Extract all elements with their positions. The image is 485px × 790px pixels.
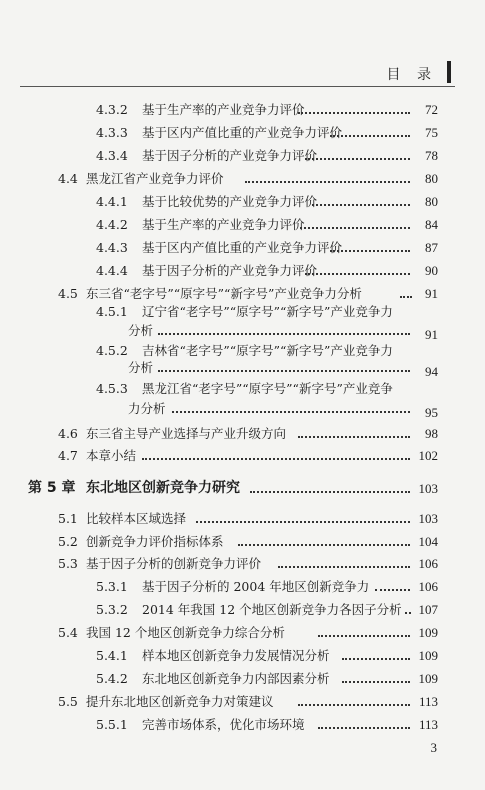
section-title: 基于比较优势的产业竞争力评价 bbox=[142, 194, 318, 209]
section-title: 东北地区创新竞争力内部因素分析 bbox=[142, 671, 330, 686]
page-number: 87 bbox=[425, 240, 438, 255]
section-title: 黑龙江省“老字号”“原字号”“新字号”产业竞争 bbox=[142, 381, 393, 396]
section-title: 创新竞争力评价指标体系 bbox=[86, 534, 224, 549]
dot-leader bbox=[330, 134, 410, 137]
section-title: 我国 12 个地区创新竞争力综合分析 bbox=[86, 625, 285, 640]
dot-leader bbox=[298, 111, 410, 114]
dot-leader bbox=[196, 520, 410, 523]
page-number: 78 bbox=[425, 148, 438, 163]
section-number: 4.5.2 bbox=[96, 343, 128, 358]
section-title-continued: 力分析 bbox=[128, 401, 166, 416]
section-title: 基于生产率的产业竞争力评价 bbox=[142, 102, 305, 117]
page-number: 80 bbox=[425, 171, 438, 186]
section-title: 基于区内产值比重的产业竞争力评价 bbox=[142, 240, 343, 255]
section-title: 本章小结 bbox=[86, 448, 137, 463]
dot-leader bbox=[300, 226, 410, 229]
dot-leader bbox=[405, 611, 411, 614]
section-number: 5.4.1 bbox=[96, 648, 128, 663]
section-title: 基于因子分析的产业竞争力评价 bbox=[142, 148, 318, 163]
dot-leader bbox=[318, 634, 410, 637]
dot-leader bbox=[158, 332, 410, 335]
section-number: 5.4.2 bbox=[96, 671, 128, 686]
section-title: 完善市场体系，优化市场环境 bbox=[142, 717, 305, 732]
dot-leader bbox=[172, 410, 410, 413]
section-title: 基于生产率的产业竞争力评价 bbox=[142, 217, 305, 232]
page-number: 75 bbox=[425, 125, 438, 140]
dot-leader bbox=[342, 680, 410, 683]
page-number: 72 bbox=[425, 102, 438, 117]
section-number: 5.3.1 bbox=[96, 579, 128, 594]
dot-leader bbox=[238, 543, 410, 546]
page-number: 94 bbox=[425, 364, 438, 379]
section-title: 辽宁省“老字号”“原字号”“新字号”产业竞争力 bbox=[142, 304, 393, 319]
section-title: 基于区内产值比重的产业竞争力评价 bbox=[142, 125, 343, 140]
page-number: 91 bbox=[425, 327, 438, 342]
dot-leader bbox=[298, 435, 410, 438]
header-marker bbox=[447, 61, 451, 83]
dot-leader bbox=[312, 203, 410, 206]
dot-leader bbox=[158, 369, 410, 372]
dot-leader bbox=[305, 272, 410, 275]
dot-leader bbox=[142, 457, 410, 460]
section-number: 5.2 bbox=[58, 534, 78, 549]
section-title: 东三省“老字号”“原字号”“新字号”产业竞争力分析 bbox=[86, 286, 362, 301]
page-number: 107 bbox=[418, 602, 438, 617]
section-title: 东三省主导产业选择与产业升级方向 bbox=[86, 426, 287, 441]
chapter-title: 东北地区创新竞争力研究 bbox=[86, 480, 240, 496]
page-number: 95 bbox=[425, 405, 438, 420]
section-title-continued: 分析 bbox=[128, 323, 154, 338]
page-number: 104 bbox=[418, 534, 438, 549]
section-number: 4.3.2 bbox=[96, 102, 128, 117]
header-rule bbox=[20, 86, 455, 87]
section-number: 5.3.2 bbox=[96, 602, 128, 617]
section-number: 5.5.1 bbox=[96, 717, 128, 732]
dot-leader bbox=[330, 249, 410, 252]
section-number: 5.5 bbox=[58, 694, 78, 709]
page-number: 103 bbox=[418, 481, 438, 496]
page-number: 103 bbox=[418, 511, 438, 526]
section-number: 4.4.3 bbox=[96, 240, 128, 255]
page-number: 80 bbox=[425, 194, 438, 209]
section-number: 5.4 bbox=[58, 625, 78, 640]
section-number: 4.4.4 bbox=[96, 263, 128, 278]
dot-leader bbox=[400, 295, 412, 298]
page-number: 113 bbox=[418, 694, 438, 709]
page-number: 106 bbox=[418, 579, 438, 594]
section-title: 提升东北地区创新竞争力对策建议 bbox=[86, 694, 274, 709]
section-number: 4.4 bbox=[58, 171, 78, 186]
page-number: 84 bbox=[425, 217, 438, 232]
page-number: 106 bbox=[418, 556, 438, 571]
section-title: 黑龙江省产业竞争力评价 bbox=[86, 171, 224, 186]
section-number: 5.3 bbox=[58, 556, 78, 571]
section-title: 基于因子分析的产业竞争力评价 bbox=[142, 263, 318, 278]
chapter-number: 第 5 章 bbox=[28, 480, 76, 496]
section-title: 比较样本区域选择 bbox=[86, 511, 187, 526]
section-number: 5.1 bbox=[58, 511, 78, 526]
dot-leader bbox=[278, 565, 410, 568]
section-number: 4.3.3 bbox=[96, 125, 128, 140]
section-number: 4.6 bbox=[58, 426, 78, 441]
section-number: 4.4.1 bbox=[96, 194, 128, 209]
section-number: 4.5.3 bbox=[96, 381, 128, 396]
dot-leader bbox=[250, 490, 410, 493]
dot-leader bbox=[342, 657, 410, 660]
page-number: 113 bbox=[418, 717, 438, 732]
folio-page-number: 3 bbox=[430, 740, 437, 755]
page-number: 90 bbox=[425, 263, 438, 278]
running-header: 目 录 bbox=[386, 67, 437, 83]
section-title: 基于因子分析的创新竞争力评价 bbox=[86, 556, 262, 571]
page-number: 98 bbox=[425, 426, 438, 441]
section-title: 基于因子分析的 2004 年地区创新竞争力 bbox=[142, 579, 370, 594]
page-number: 91 bbox=[425, 286, 438, 301]
page-number: 102 bbox=[418, 448, 438, 463]
dot-leader bbox=[305, 157, 410, 160]
page-number: 109 bbox=[418, 671, 438, 686]
dot-leader bbox=[375, 588, 410, 591]
section-title: 样本地区创新竞争力发展情况分析 bbox=[142, 648, 330, 663]
section-number: 4.7 bbox=[58, 448, 78, 463]
page-number: 109 bbox=[418, 648, 438, 663]
section-title: 吉林省“老字号”“原字号”“新字号”产业竞争力 bbox=[142, 343, 393, 358]
section-number: 4.5 bbox=[58, 286, 78, 301]
section-title: 2014 年我国 12 个地区创新竞争力各因子分析 bbox=[142, 602, 402, 617]
section-number: 4.5.1 bbox=[96, 304, 128, 319]
page-number: 109 bbox=[418, 625, 438, 640]
dot-leader bbox=[298, 703, 410, 706]
dot-leader bbox=[318, 726, 410, 729]
section-title-continued: 分析 bbox=[128, 360, 154, 375]
section-number: 4.3.4 bbox=[96, 148, 128, 163]
dot-leader bbox=[245, 180, 410, 183]
section-number: 4.4.2 bbox=[96, 217, 128, 232]
